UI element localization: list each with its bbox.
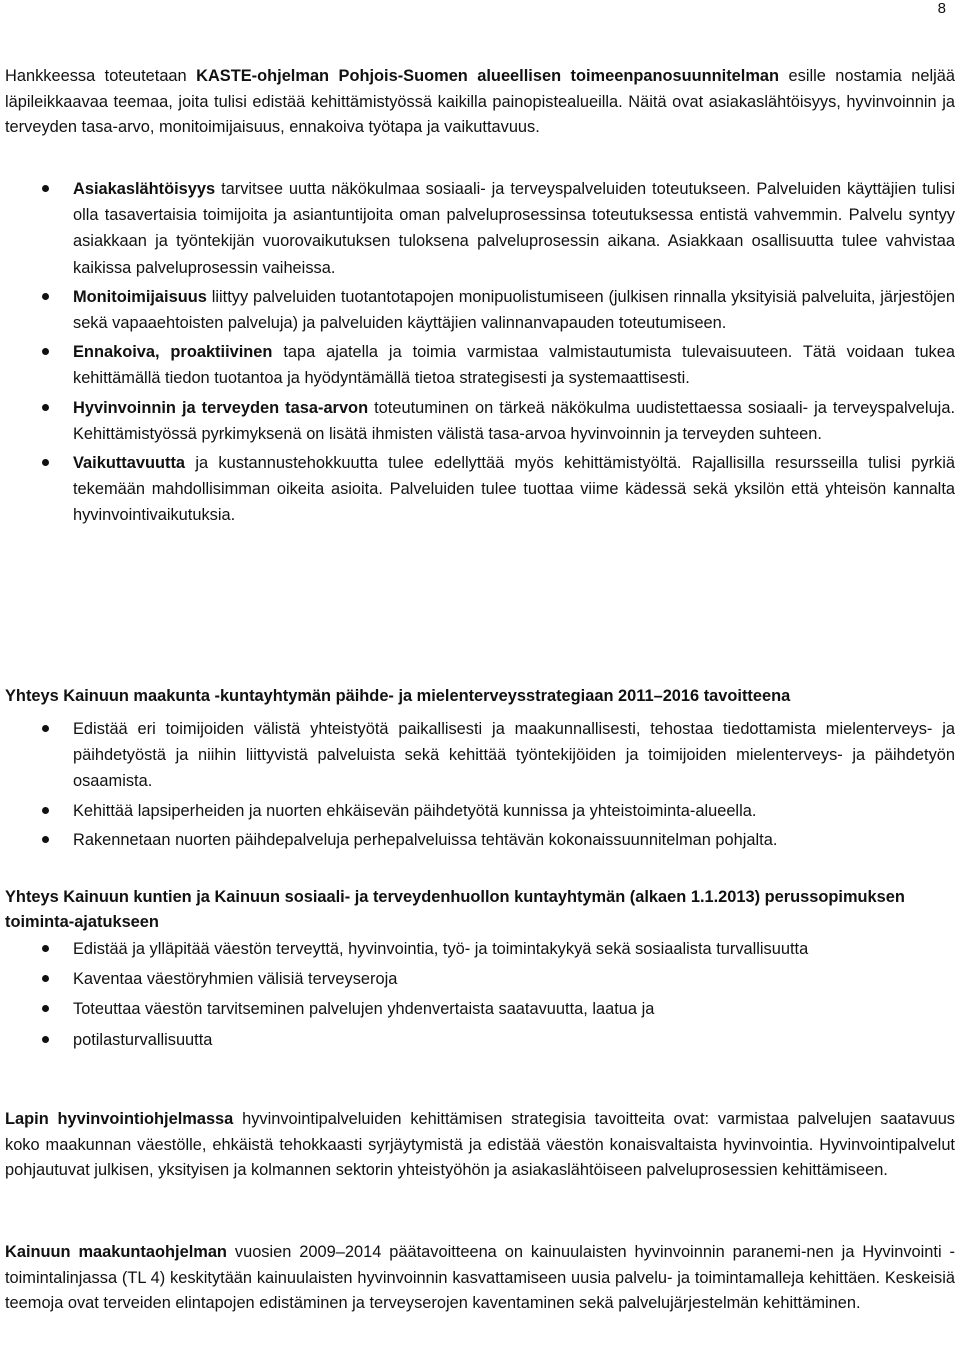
theme-title: Vaikuttavuutta: [73, 454, 186, 473]
intro-bold-program: KASTE-ohjelman Pohjois-Suomen alueellisen toimeenpanosuunnitelman: [196, 67, 780, 85]
theme-title: Hyvinvoinnin ja terveyden tasa-arvon: [73, 398, 369, 417]
intro-paragraph: [5, 64, 955, 141]
list-item: Rakennetaan nuorten päihdepalveluja perhepalveluissa tehtävän kokonaissuunnitelman pohjalta.: [0, 827, 955, 853]
list-item: Kehittää lapsiperheiden ja nuorten ehkäisevän päihdetyötä kunnissa ja yhteistoiminta-alueella.: [0, 798, 955, 824]
list-item: [0, 395, 955, 447]
list-item: Edistää ja ylläpitää väestön terveyttä, hyvinvointia, työ- ja toimintakykyä sekä sosiaalista turvallisuutta: [0, 936, 955, 962]
theme-list: [0, 176, 955, 529]
list-item: Kaventaa väestöryhmien välisiä terveyseroja: [0, 966, 955, 992]
list-item: [0, 176, 955, 281]
theme-text: tapa ajatella ja toimia varmistaa valmistautumista tulevaisuuteen. Tätä voidaan tukea kehittämällä tiedon tuotantoa ja hyödyntämällä tietoa strategisesti ja systemaattisesti.: [73, 343, 955, 388]
strategy-list: [0, 716, 955, 853]
lapland-paragraph: [5, 1107, 955, 1184]
list-item: [0, 450, 955, 529]
list-item: [0, 339, 955, 391]
agreement-list: [0, 936, 955, 1053]
kainuu-paragraph: [5, 1240, 955, 1317]
theme-text: ja kustannustehokkuutta tulee edellyttää myös kehittämistyöltä. Rajallisilla resursseilla tulisi pyrkiä tekemään mahdollisimman oikeita asioita. Palveluiden tulee tuottaa viime kädessä sekä yksilön että yhteisön kannalta hyvinvointivaikutuksia.: [73, 454, 955, 525]
theme-text: tarvitsee uutta näkökulmaa sosiaali- ja terveyspalveluiden toteutukseen. Palveluiden käyttäjien tulisi olla tasavertaisia toimijoita ja asiantuntijoita oman palveluprosessinsa toteutuksessa entistä vahvemmin. Palvelu syntyy asiakkaan ja työntekijän vuorovaikutuksen tuloksena palveluprosessin aikana. Asiakkaan osallisuutta tulee vahvistaa kaikissa palveluprosessin vaiheissa.: [73, 180, 955, 277]
theme-title: Ennakoiva, proaktiivinen: [73, 343, 273, 362]
kainuu-text: vuosien 2009–2014 päätavoitteena on kainuulaisten hyvinvoinnin paranemi-nen ja Hyvinvointi -toimintalinjassa (TL 4) keskitytään kainuulaisten hyvinvoinnin kasvattamiseen uusia palvelu- ja toimintamalleja kehittäen. Keskeisiä teemoja ovat terveiden elintapojen edistäminen ja terveyserojen kaventaminen sekä palvelujärjestelmän kehittäminen.: [5, 1243, 955, 1312]
agreement-heading: Yhteys Kainuun kuntien ja Kainuun sosiaali- ja terveydenhuollon kuntayhtymän (alkaen 1.1.2013) perussopimuksen toiminta-ajatukseen: [5, 888, 905, 931]
kainuu-program-title: Kainuun maakuntaohjelman: [5, 1243, 227, 1261]
theme-title: Asiakaslähtöisyys: [73, 180, 216, 198]
lapland-text: hyvinvointipalveluiden kehittämisen strategisia tavoitteita ovat: varmistaa palvelujen saatavuus koko maakunnan väestölle, ehkäistä tehokkaasti syrjäytymistä ja edistää väestön konaisvaltaista hyvinvointia. Hyvinvointipalvelut pohjautuvat julkisen, yksityisen ja kolmannen sektorin yhteistyöhön ja asiakaslähtöiseen palveluprosessien kehittämiseen.: [5, 1110, 956, 1179]
theme-text: toteutuminen on tärkeä näkökulma uudistettaessa sosiaali- ja terveyspalveluja. Kehittämistyössä pyrkimyksenä on lisätä ihmisten välistä tasa-arvoa hyvinvoinnin ja terveyden suhteen.: [73, 398, 955, 443]
intro-text-start: Hankkeessa toteutetaan: [5, 67, 197, 85]
list-item: Toteuttaa väestön tarvitseminen palvelujen yhdenvertaista saatavuutta, laatua ja: [0, 996, 955, 1022]
intro-text-rest: esille nostamia neljää läpileikkaavaa teemaa, joita tulisi edistää kehittämistyössä kaikilla painopistealueilla. Näitä ovat asiakaslähtöisyys, hyvinvoinnin ja terveyden tasa-arvo, monitoimijaisuus, ennakoiva työtapa ja vaikuttavuus.: [5, 67, 955, 136]
list-item: potilasturvallisuutta: [0, 1027, 955, 1053]
page-number: 8: [937, 0, 946, 17]
theme-title: Monitoimijaisuus: [73, 287, 207, 306]
strategy-heading: Yhteys Kainuun maakunta -kuntayhtymän päihde- ja mielenterveysstrategiaan 2011–2016 tavoitteena: [5, 687, 791, 705]
list-item: [0, 284, 955, 336]
list-item: Edistää eri toimijoiden välistä yhteistyötä paikallisesti ja maakunnallisesti, tehostaa tiedottamista mielenterveys- ja päihdetyöstä ja niihin liittyvistä palveluista sekä kehittää työntekijöiden ja toimijoiden mielenterveys- ja päihdetyön osaamista.: [0, 716, 955, 795]
theme-text: liittyy palveluiden tuotantotapojen monipuolistumiseen (julkisen rinnalla yksityisiä palveluita, järjestöjen sekä vapaaehtoisten palveluja) ja palveluiden käyttäjien valinnanvapauden toteutumiseen.: [73, 287, 955, 333]
lapland-program-title: Lapin hyvinvointiohjelmassa: [5, 1110, 234, 1128]
